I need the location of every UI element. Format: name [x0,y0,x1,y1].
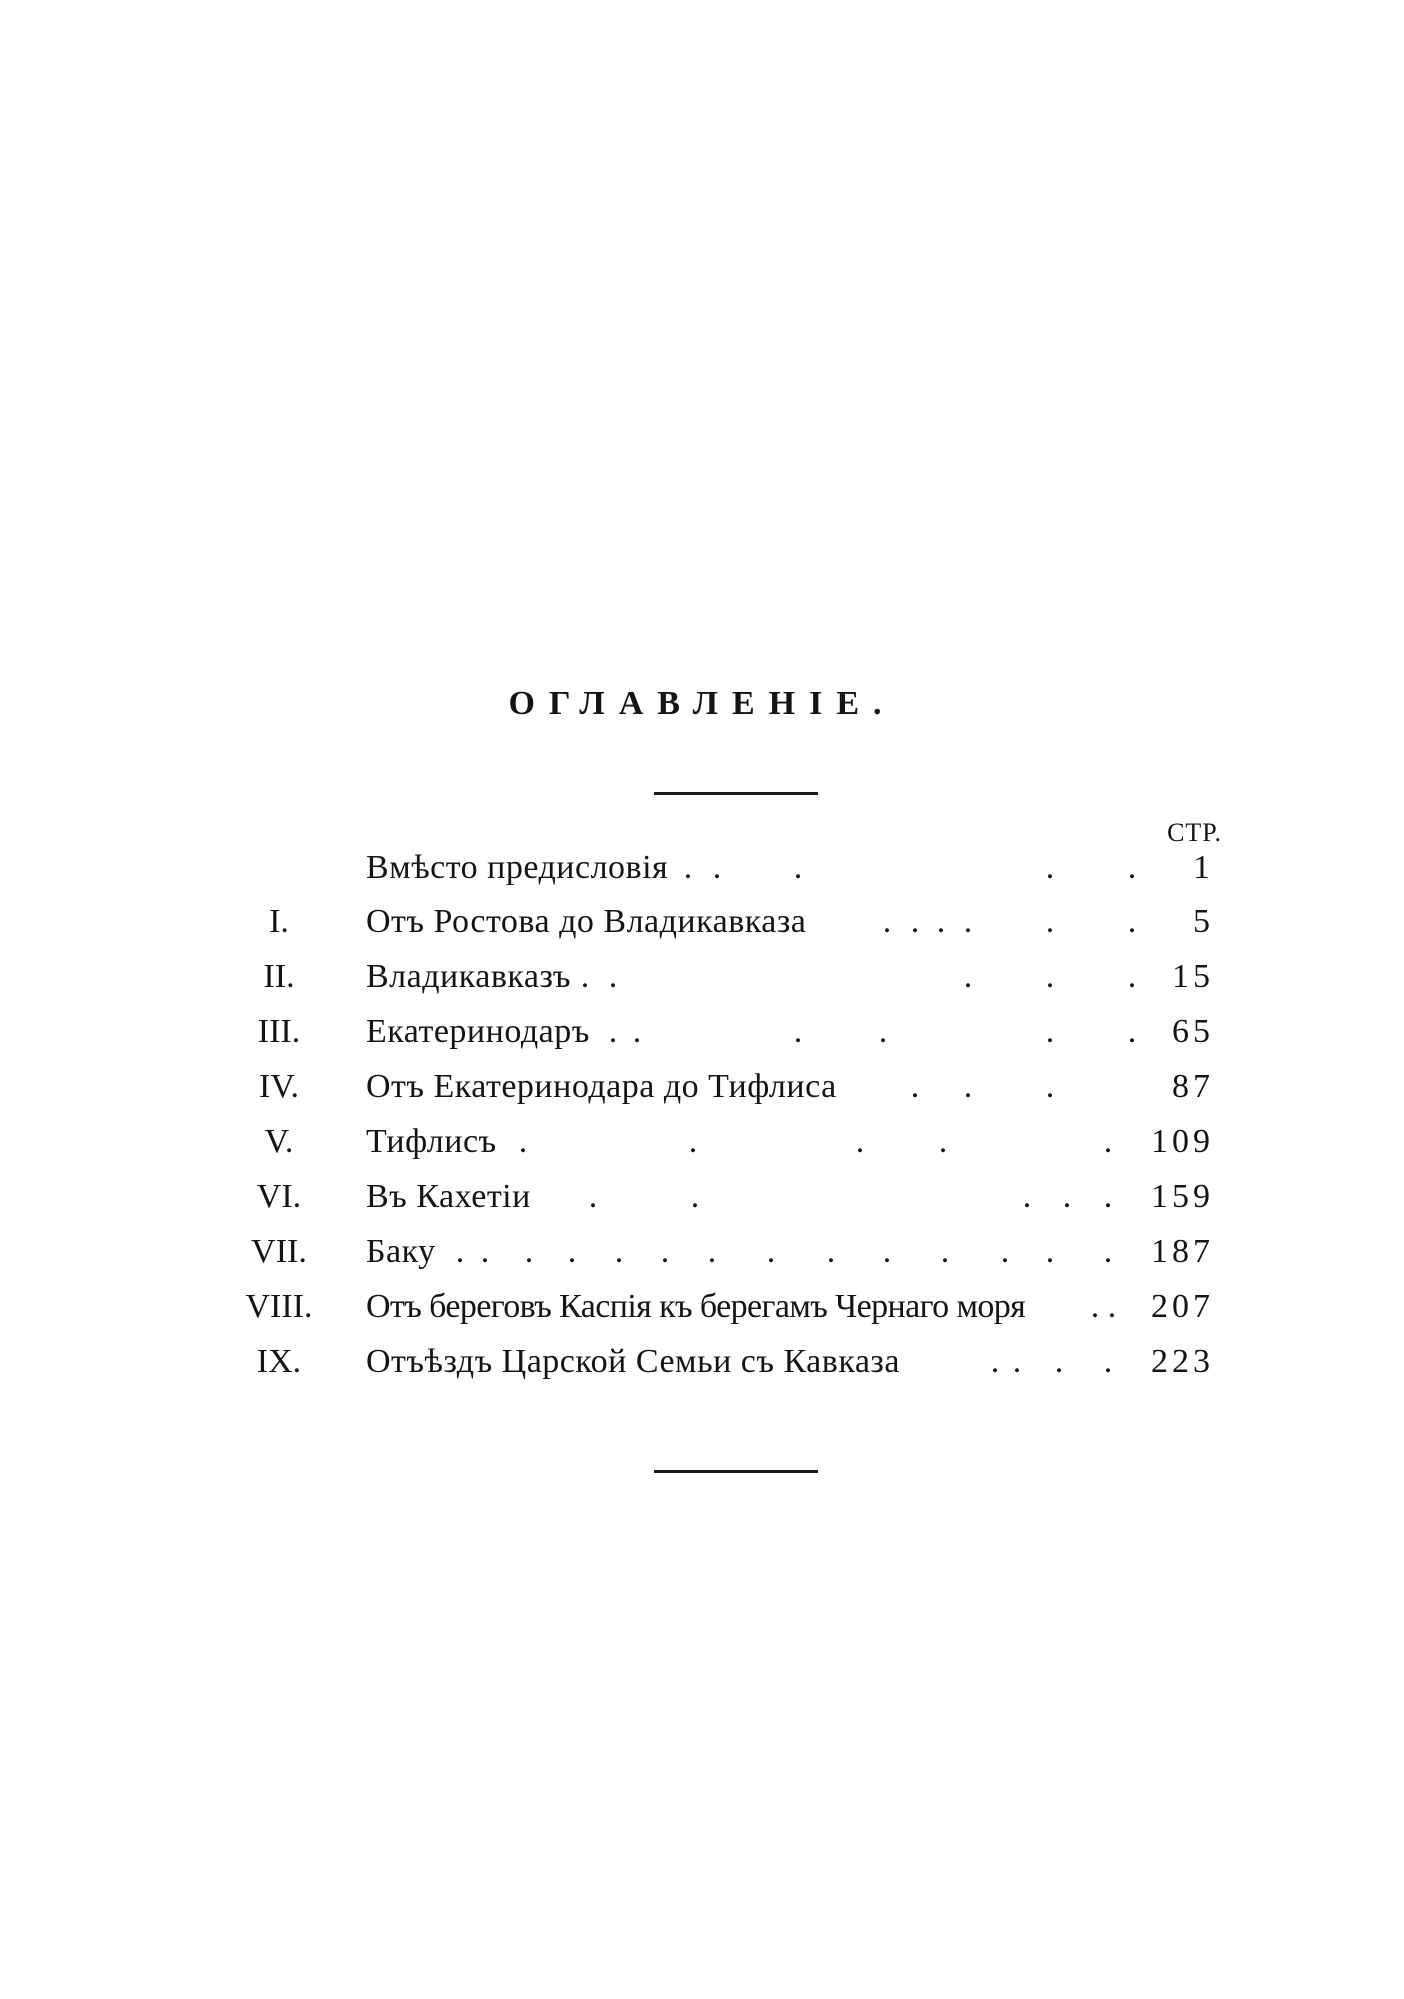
leader-dot: . [1062,1178,1072,1215]
chapter-numeral: II. [263,958,295,995]
leader-dot: . [1107,1288,1117,1325]
chapter-title: Отъѣздъ Царской Семьи съ Кавказа [366,1343,900,1380]
leader-dot: . [688,1123,698,1160]
leader-dot: . [1000,1233,1010,1270]
leader-dot: . [1127,1013,1137,1050]
toc-entry[interactable] [0,1337,1404,1387]
toc-entry[interactable] [0,1227,1404,1277]
chapter-numeral: V. [264,1123,294,1160]
leader-dot: . [608,958,618,995]
leader-dot: . [580,958,590,995]
leader-dot: . [1045,1068,1055,1105]
leader-dot: . [938,1123,948,1160]
leader-dot: . [567,1233,577,1270]
chapter-title: Въ Кахетіи [366,1178,531,1215]
leader-dot: . [1103,1233,1113,1270]
toc-entry[interactable] [0,843,1404,893]
chapter-title: Тифлисъ [366,1123,497,1160]
leader-dot: . [524,1233,534,1270]
chapter-title: Баку [366,1233,436,1270]
chapter-numeral: IX. [256,1343,302,1380]
leader-dot: . [455,1233,465,1270]
leader-dot: . [910,903,920,940]
page-number: 1 [1193,849,1214,886]
leader-dot: . [707,1233,717,1270]
leader-dot: . [1012,1343,1022,1380]
leader-dot: . [793,849,803,886]
leader-dot: . [1127,958,1137,995]
leader-dot: . [990,1343,1000,1380]
leader-dot: . [632,1013,642,1050]
leader-dot: . [480,1233,490,1270]
chapter-title: Отъ Екатеринодара до Тифлиса [366,1068,837,1105]
page-number: 159 [1151,1178,1214,1215]
page-column-header: СТР. [1167,818,1222,847]
leader-dot: . [683,849,693,886]
page-number: 223 [1151,1343,1214,1380]
top-divider [654,792,818,795]
leader-dot: . [855,1123,865,1160]
toc-entry[interactable] [0,897,1404,947]
leader-dot: . [1103,1123,1113,1160]
leader-dot: . [1045,903,1055,940]
leader-dot: . [608,1013,618,1050]
chapter-title: Отъ Ростова до Владикавказа [366,903,807,940]
leader-dot: . [793,1013,803,1050]
chapter-numeral: VIII. [245,1288,313,1325]
chapter-title: Владикавказъ [366,958,571,995]
page-number: 65 [1172,1013,1214,1050]
leader-dot: . [963,903,973,940]
leader-dot: . [1090,1288,1100,1325]
leader-dot: . [1045,1233,1055,1270]
leader-dot: . [936,903,946,940]
page-number: 15 [1172,958,1214,995]
toc-entry[interactable] [0,1062,1404,1112]
leader-dot: . [1103,1178,1113,1215]
leader-dot: . [690,1178,700,1215]
leader-dot: . [1045,849,1055,886]
leader-dot: . [766,1233,776,1270]
page-number: 207 [1151,1288,1214,1325]
leader-dot: . [940,1233,950,1270]
leader-dot: . [826,1233,836,1270]
leader-dot: . [1127,849,1137,886]
toc-entry[interactable] [0,1172,1404,1222]
toc-entry[interactable] [0,1007,1404,1057]
chapter-numeral: III. [257,1013,301,1050]
leader-dot: . [712,849,722,886]
leader-dot: . [878,1013,888,1050]
toc-entry[interactable] [0,1282,1404,1332]
leader-dot: . [1127,903,1137,940]
leader-dot: . [1045,1013,1055,1050]
leader-dot: . [910,1068,920,1105]
leader-dot: . [882,1233,892,1270]
chapter-title: Екатеринодаръ [366,1013,590,1050]
toc-entry[interactable] [0,1117,1404,1167]
leader-dot: . [963,958,973,995]
chapter-numeral: IV. [259,1068,299,1105]
leader-dot: . [1103,1343,1113,1380]
leader-dot: . [882,903,892,940]
leader-dot: . [1045,958,1055,995]
chapter-title: Вмѣсто предисловія [366,849,669,886]
chapter-numeral: VI. [256,1178,302,1215]
leader-dot: . [963,1068,973,1105]
chapter-numeral: I. [269,903,289,940]
toc-entry[interactable] [0,952,1404,1002]
bottom-divider [654,1470,818,1473]
page-number: 187 [1151,1233,1214,1270]
leader-dot: . [660,1233,670,1270]
leader-dot: . [588,1178,598,1215]
page-number: 109 [1151,1123,1214,1160]
leader-dot: . [1022,1178,1032,1215]
page-number: 5 [1193,903,1214,940]
toc-title: ОГЛАВЛЕНІЕ. [508,685,896,722]
page-number: 87 [1172,1068,1214,1105]
leader-dot: . [518,1123,528,1160]
leader-dot: . [1054,1343,1064,1380]
chapter-numeral: VII. [251,1233,307,1270]
leader-dot: . [614,1233,624,1270]
chapter-title: Отъ береговъ Каспія къ берегамъ Чернаго моря [366,1288,1026,1325]
